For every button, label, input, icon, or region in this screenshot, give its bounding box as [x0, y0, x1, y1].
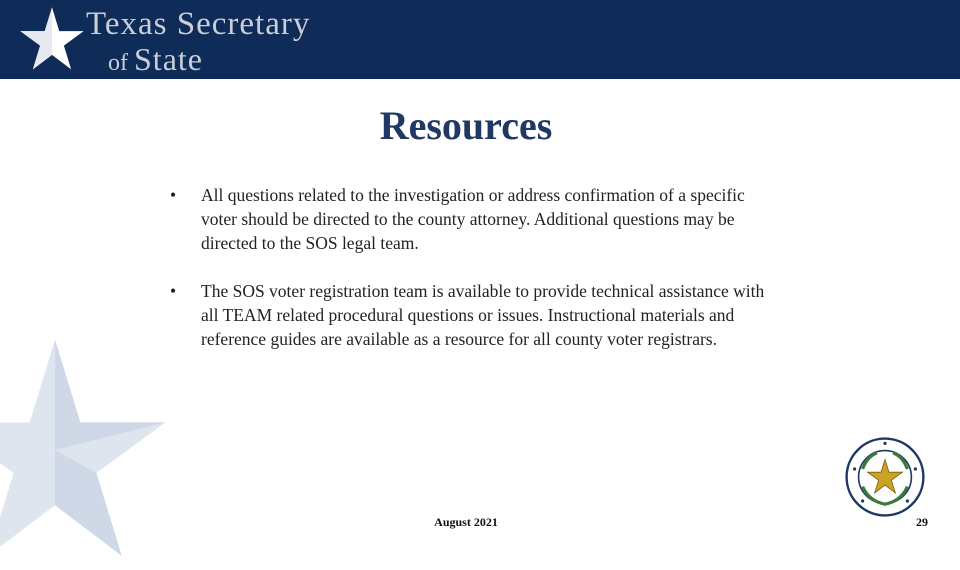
slide-title: Resources [379, 103, 553, 148]
watermark-star-icon [0, 330, 170, 570]
bullet-text: The SOS voter registration team is available to provide technical assistance with all TEAM related procedural questions or issues. Instructional materials and reference guides are available as a resource for all county voter registrars. [201, 281, 765, 349]
star-icon [18, 6, 86, 72]
footer-date: August 2021 [434, 515, 498, 529]
bullet-item [170, 279, 770, 351]
bullet-list [170, 183, 770, 375]
brand-name-line1: Texas Secretary [86, 6, 311, 42]
header-banner [0, 0, 960, 79]
bullet-marker: • [170, 281, 177, 301]
bullet-marker: • [170, 185, 177, 205]
state-seal-icon [845, 437, 925, 517]
page-number: 29 [916, 515, 928, 529]
brand-name-line2 [108, 42, 203, 83]
bullet-item [170, 183, 770, 255]
brand-word: State [134, 41, 203, 77]
brand-prefix: of [108, 50, 134, 76]
bullet-text: All questions related to the investigation or address confirmation of a specific voter should be directed to the county attorney. Additional questions may be directed to the SOS legal team. [201, 185, 745, 253]
